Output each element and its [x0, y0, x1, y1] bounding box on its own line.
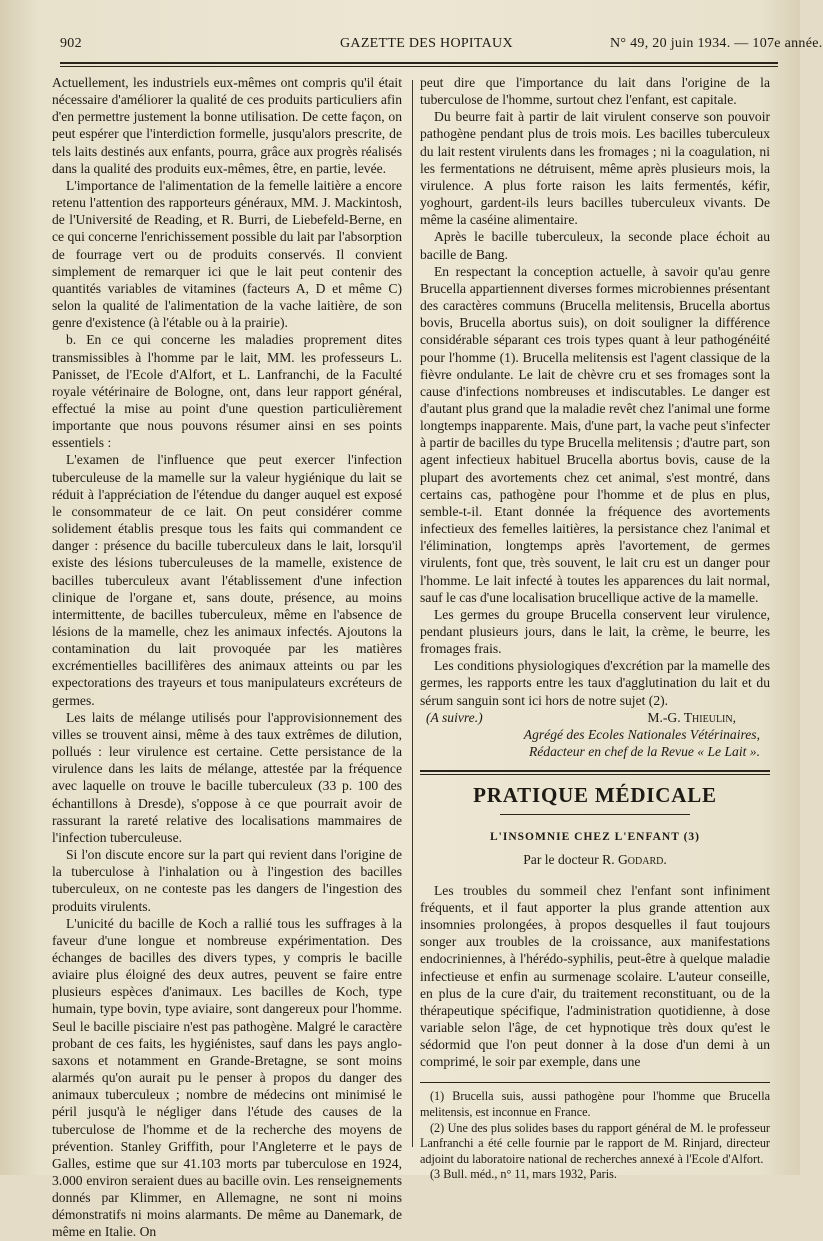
article-body: Les troubles du sommeil chez l'enfant sont infiniment fréquents, et il faut apporter la plus grande attention aux insomnies prolongées, à propos desquelles il faut toujours songer aux troubles de la croissance, aux manifestations endocriniennes, à l'hérédo-syphilis, peut-être à quelque maladie infectieuse et enfin au surmenage scolaire. L'auteur conseille, en plus de la cure d'air, du traitement reconstituant, ou de la thérapeutique spécifique, l'administration quotidienne, à dose variable selon l'âge, de cet hypnotique très doux qu'est le sédormid que l'on peut donner à la dose d'un demi à un comprimé, le soir par exemple, dans une — [420, 882, 770, 1070]
section-rule — [420, 770, 770, 775]
footnote: (1) Brucella suis, aussi pathogène pour l'homme que Brucella melitensis, est inconnue en France. — [420, 1089, 770, 1120]
header-rule-thin — [60, 66, 778, 67]
issue-info: N° 49, 20 juin 1934. — 107e année. — [610, 36, 823, 51]
author-role: Rédacteur en chef de la Revue « Le Lait ». — [528, 744, 760, 760]
byline-prefix: Par le docteur — [523, 851, 599, 867]
column-divider — [412, 80, 413, 1147]
paragraph: Du beurre fait à partir de lait virulent conserve son pouvoir pathogène pendant plus de trois mois. Les bacilles tuberculeux du lait restent virulents dans les fromages ; ni la coagulation, ni les fermentations ne détruisent, même après plusieurs mois, la virulence. A plus forte raison les laits fermentés, kéfir, yoghourt, gardent-ils leurs bacilles tuberculeux vivants. De même la caséine alimentaire. — [420, 109, 770, 228]
signature-block — [420, 709, 770, 760]
footnotes — [420, 1089, 770, 1183]
paragraph: Les conditions physiologiques d'excrétion par la mamelle des germes, les rapports entre les taux d'agglutination du lait et du sérum sanguin sont ici hors de notre sujet (2). — [420, 658, 770, 708]
article-byline — [420, 851, 770, 868]
page-header — [60, 36, 823, 56]
paragraph: Si l'on discute encore sur la part qui revient dans l'origine de la tuberculose à l'inhalation ou à l'ingestion des bacilles tuberculeux, on ne conteste pas les dangers de l'ingestion des produits virulents. — [52, 847, 402, 914]
paragraph: b. En ce qui concerne les maladies proprement dites transmissibles à l'homme par le lait, MM. les professeurs L. Panisset, de l'Ecole d'Alfort, et L. Lanfranchi, de la Faculté royale vétérinaire de Bologne, ont, dans leur rapport général, effectué la mise au point d'une question particulièrement importante que nous pouvons résumer ainsi en ses points essentiels : — [52, 332, 402, 451]
paragraph: L'examen de l'influence que peut exercer l'infection tuberculeuse de la mamelle sur la valeur hygiénique du lait se réduit à l'appréciation de l'étendue du danger auquel est exposé le consommateur de ce lait. On peut considérer comme solidement établis presque tous les faits qui commandent ce danger : présence du bacille tuberculeux dans le lait, lorsqu'il existe des lésions tuberculeuses de la mamelle, existence de bacilles tuberculeux avant l'établissement d'une infection clinique de l'organe et, sans doute, présence, au moins intermittente, de bacilles tuberculeux, même en l'absence de lésions de la mamelle, chez les animaux infectés. Ajoutons la contamination du lait provoquée par les matières excrémentielles bacillifères des animaux atteints ou par les expectorations des trayeurs et tous manipulateurs excréteurs de germes. — [52, 452, 402, 708]
page-number: 902 — [60, 36, 82, 51]
author-title: Agrégé des Ecoles Nationales Vétérinaires, — [523, 726, 760, 742]
paragraph: Actuellement, les industriels eux-mêmes ont compris qu'il était nécessaire d'améliorer la qualité de ces produits particuliers afin d'en permettre justement la bonne utilisation. De cette façon, on peut espérer que l'interdiction formelle, jusqu'alors prescrite, de tels laits destinés aux enfants, pourra, grâce aux progrès réalisés dans la qualité des produits eux-mêmes, être, en partie, levée. — [52, 75, 402, 176]
paragraph: Les laits de mélange utilisés pour l'approvisionnement des villes se trouvent ainsi, même à des taux extrêmes de dilution, pollués : leur virulence est certaine. Cette persistance de la virulence dans les laits de mélange, attestée par la fréquence avec laquelle on trouve le bacille tuberculeux (33 p. 100 des échantillons à Dresde), s'oppose à ce que pourrait avoir de rassurant la rareté relative des localisations mammaires de l'infection tuberculeuse. — [52, 709, 402, 845]
section-title: PRATIQUE MÉDICALE — [473, 783, 717, 808]
byline-author: R. Godard. — [602, 851, 667, 867]
section-underline — [500, 814, 690, 815]
paragraph: En respectant la conception actuelle, à savoir qu'au genre Brucella appartiennent diverses formes microbiennes présentant des caractères communs (Brucella melitensis, Brucella abortus bovis, Brucella abortus suis), on doit souligner la différence considérable séparant ces trois types quant à leur pathogénéité pour l'homme (1). Brucella melitensis est l'agent classique de la fièvre ondulante. Le lait de chèvre cru et ses fromages sont la cause d'infections nombreuses et indiscutables. Le danger est d'autant plus grand que la maladie revêt chez l'animal une forme longtemps inapparente. Mais, d'une part, la vache peut s'infecter à partir de bacilles du type Brucella melitensis ; d'autre part, son agent infectieux habituel Brucella abortus bovis, cause de la plupart des avortements chez cet animal, s'est montré, dans certains cas, pathogène pour l'homme et de plus en plus, semble-t-il. Etant donnée la fréquence des avortements infectieux des femelles laitières, la persistance chez l'animal et l'élimination, longtemps après l'avortement, de germes virulents, font que, très souvent, le lait cru est un danger pour l'homme. Le lait infecté à toutes les apparences du lait normal, sauf le cas d'une localisation brucellique active de la mamelle. — [420, 263, 770, 605]
paragraph: L'unicité du bacille de Koch a rallié tous les suffrages à la faveur d'une longue et nombreuse expérimentation. Des échanges de bacilles des divers types, y compris le bacille aviaire plus éloigné des deux autres, peuvent se faire entre plusieurs espèces d'animaux. Les bacilles de Koch, type humain, type bovin, type aviaire, sont dangereux pour l'homme. Seul le bacille pisciaire n'est pas pathogène. Malgré le caractère probant de ces faits, les hygiénistes, sauf dans les pays anglo-saxons et notamment en Grande-Bretagne, se sont moins alarmés qu'on aurait pu le penser à propos du danger des animaux tuberculeux ; nombre de médecins ont minimisé le péril jusqu'à le négliger dans l'étude des causes de la tuberculose de l'homme et de la recherche des moyens de prévention. Stanley Griffith, pour l'Angleterre et le pays de Galles, estime que sur 41.103 morts par tuberculose en 1924, 3.000 environ seraient dues au bacille ovin. Les renseignements donnés par Klimmer, en Allemagne, ne sont ni moins démonstratifs ni moins alarmants. De même au Danemark, de même en Italie. On — [52, 915, 402, 1240]
article-title: L'INSOMNIE CHEZ L'ENFANT (3) — [489, 831, 700, 844]
footnote: (2) Une des plus solides bases du rapport général de M. le professeur Lanfranchi a été celle fournie par le rapport de M. Rinjard, directeur adjoint du laboratoire national de recherches annexé à l'Ecole d'Alfort. — [420, 1120, 770, 1166]
footnote: (3 Bull. méd., n° 11, mars 1932, Paris. — [430, 1167, 617, 1182]
footnote-rule — [420, 1082, 770, 1083]
to-be-continued: (A suivre.) — [426, 709, 483, 725]
journal-name: GAZETTE DES HOPITAUX — [340, 36, 513, 51]
header-rule — [60, 62, 778, 64]
right-column — [420, 74, 770, 1183]
paragraph: Les germes du groupe Brucella conservent leur virulence, pendant plusieurs jours, dans le lait, la crème, le beurre, les fromages frais. — [420, 606, 770, 657]
author-name: M.-G. Thieulin, — [647, 709, 736, 725]
paragraph: L'importance de l'alimentation de la femelle laitière a encore retenu l'attention des rapporteurs généraux, MM. J. Mackintosh, de l'Université de Reading, et R. Burri, de Liebefeld-Berne, en ce qui concerne l'enrichissement possible du lait par l'absorption de fourrage vert ou de produits conservés. Il convient simplement de remarquer ici que le lait peut contenir des quantités variables de vitamines (facteurs A, D et même C) selon la qualité de l'alimentation de la vache laitière, de son genre d'existence (à l'étable ou à la prairie). — [52, 177, 402, 331]
left-column — [52, 74, 402, 1241]
paragraph: Après le bacille tuberculeux, la seconde place échoit au bacille de Bang. — [420, 229, 770, 262]
paragraph: peut dire que l'importance du lait dans l'origine de la tuberculose de l'homme, surtout chez l'enfant, est capitale. — [420, 75, 770, 108]
